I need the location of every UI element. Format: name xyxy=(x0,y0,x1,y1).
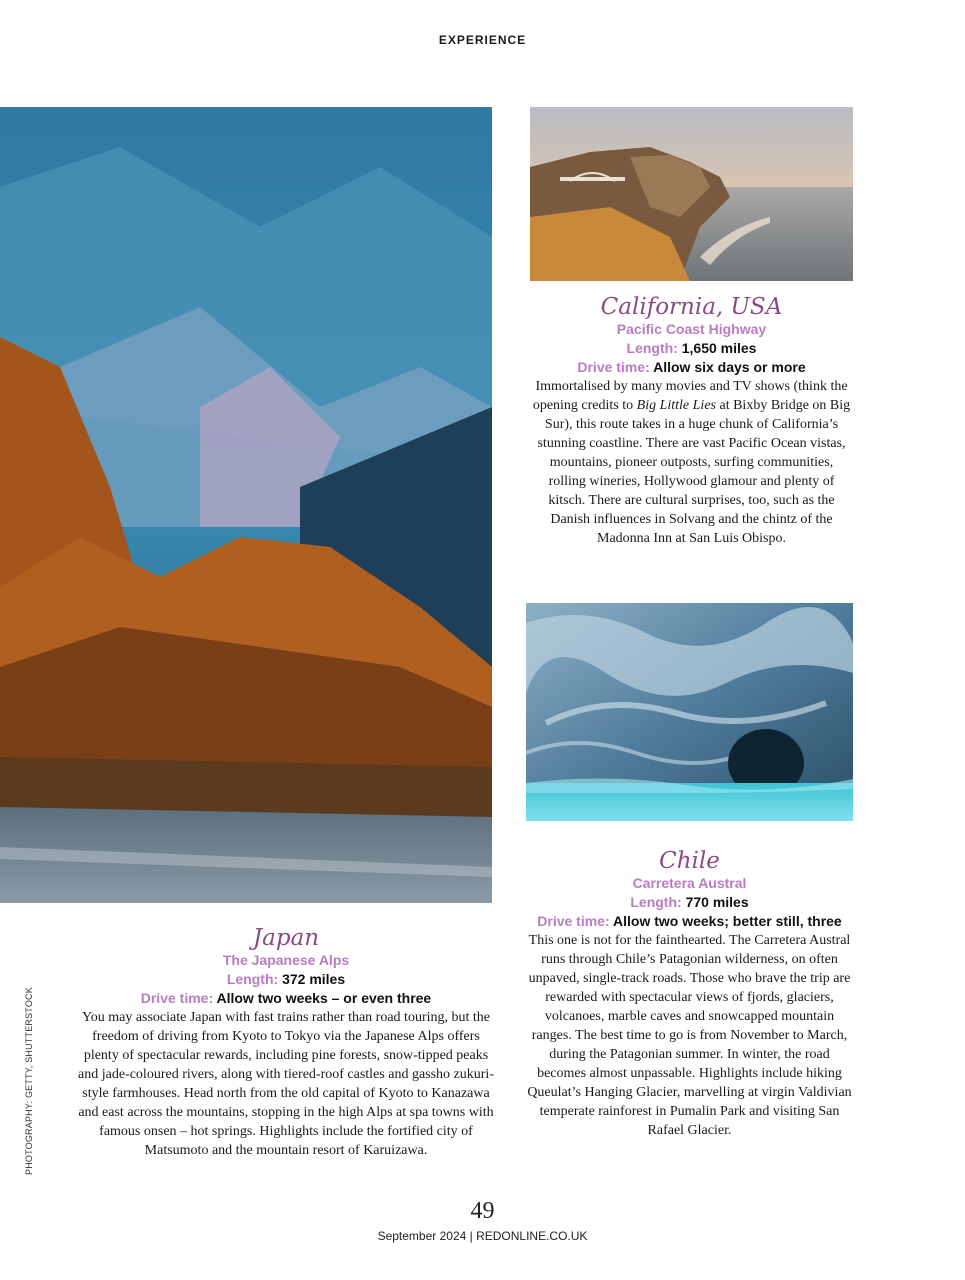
body-text-part: at Bixby Bridge on Big Sur), this route takes in a huge chunk of California’s stunning coastline. There are vast Pacific Ocean vistas, mountains, pioneer outposts, surfing communities, rolling wineries, Hollywood glamour and plenty of kitsch. There are cultural surprises, too, such as the Danish influences in Solvang and the chintz of the Madonna Inn at San Luis Obispo. xyxy=(537,398,851,546)
route-name: Carretera Austral xyxy=(632,875,747,891)
length-line xyxy=(526,893,853,912)
page-number: 49 xyxy=(470,1198,495,1224)
entry-california xyxy=(530,294,853,548)
route-name: Pacific Coast Highway xyxy=(616,321,767,337)
drive-time-label: Drive time: xyxy=(537,913,610,929)
body-text-italic: Big Little Lies xyxy=(636,398,716,413)
footer-line: September 2024 | REDONLINE.CO.UK xyxy=(377,1229,588,1243)
photo-bixby-bridge xyxy=(530,107,853,281)
photo-credit: PHOTOGRAPHY: GETTY, SHUTTERSTOCK xyxy=(24,987,34,1175)
drive-time-value: Allow two weeks – or even three xyxy=(216,990,432,1006)
length-line xyxy=(530,339,853,358)
entry-chile xyxy=(526,848,853,1140)
length-label: Length: xyxy=(630,894,682,910)
length-line xyxy=(76,970,496,989)
drive-time-value: Allow six days or more xyxy=(653,359,806,375)
length-label: Length: xyxy=(626,340,678,356)
photo-marble-caves xyxy=(526,603,853,821)
length-value: 372 miles xyxy=(282,971,346,987)
route-name: The Japanese Alps xyxy=(222,952,350,968)
length-value: 770 miles xyxy=(685,894,749,910)
drive-time-line xyxy=(526,912,853,931)
place-title: Japan xyxy=(252,925,320,951)
drive-time-label: Drive time: xyxy=(577,359,650,375)
photo-japanese-alps xyxy=(0,107,492,903)
drive-time-label: Drive time: xyxy=(140,990,214,1006)
body-text xyxy=(530,377,853,548)
body-text: This one is not for the fainthearted. The Carretera Austral runs through Chile’s Patagonian wilderness, on often unpaved, single-track roads. Those who brave the trip are rewarded with spectacular views of fjords, glaciers, volcanoes, marble caves and snowcapped mountain ranges. The best time to go is from November to March, during the Patagonian summer. In winter, the road becomes almost unpassable. Highlights include hiking Queulat’s Hanging Glacier, marvelling at virgin Valdivian temperate rainforest in Pumalin Park and visiting San Rafael Glacier. xyxy=(527,933,852,1138)
length-label: Length: xyxy=(226,971,279,987)
place-title: California, USA xyxy=(600,294,783,320)
drive-time-line xyxy=(76,989,496,1008)
entry-japan xyxy=(76,925,496,1160)
body-text: You may associate Japan with fast trains rather than road touring, but the freedom of driving from Kyoto to Tokyo via the Japanese Alps offers plenty of spectacular rewards, including pine forests, snow-tipped peaks and jade-coloured rivers, along with tiered-roof castles and gassho zukuri-style farmhouses. Head north from the old capital of Kyoto to Kanazawa and east across the mountains, stopping in the high Alps at spa towns with famous onsen – hot springs. Highlights include the fortified city of Matsumoto and the mountain resort of Karuizawa. xyxy=(78,1010,494,1158)
drive-time-line xyxy=(530,358,853,377)
drive-time-value: Allow two weeks; better still, three xyxy=(613,913,842,929)
place-title: Chile xyxy=(659,848,720,874)
section-label: EXPERIENCE xyxy=(438,33,527,47)
body-text-part: Immortalised by many movies and TV shows (think the opening credits to xyxy=(532,379,848,413)
length-value: 1,650 miles xyxy=(681,340,757,356)
